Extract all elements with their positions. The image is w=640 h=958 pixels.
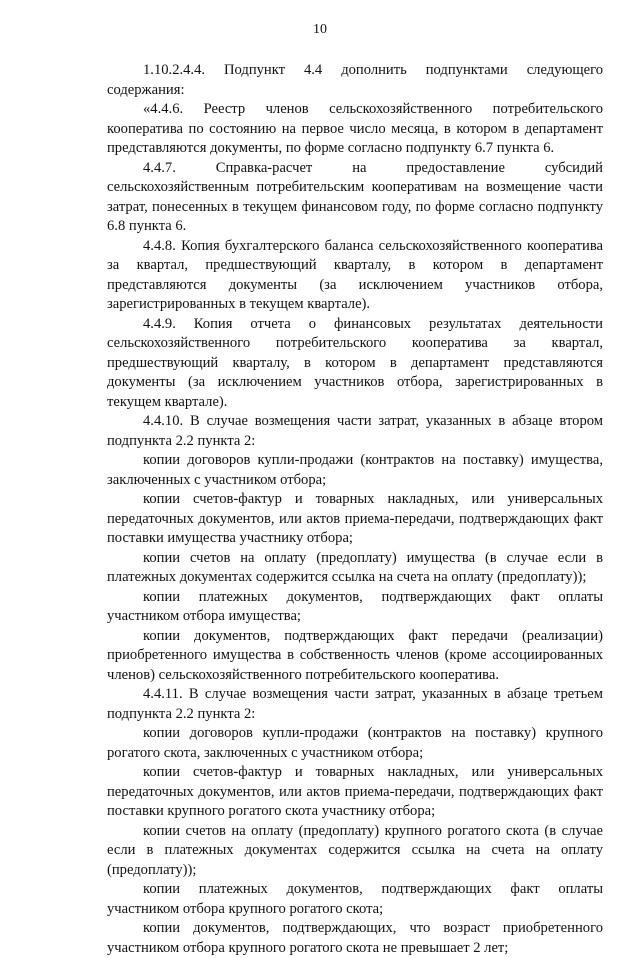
paragraph: копии счетов на оплату (предоплату) имущества (в случае если в платежных документах содержится ссылка на счета на оплату (предоплату));	[107, 549, 603, 585]
paragraph: 4.4.9. Копия отчета о финансовых результатах деятельности сельскохозяйственного потребительского кооператива за квартал, предшествующий кварталу, в котором в департамент представляются документы (за исключением участников отбора, зарегистрированных в текущем квартале).	[107, 315, 603, 410]
paragraph: копии документов, подтверждающих факт передачи (реализации) приобретенного имущества в собственность членов (кроме ассоциированных членов) сельскохозяйственного потребительского кооператива.	[107, 627, 603, 683]
paragraph: 4.4.10. В случае возмещения части затрат, указанных в абзаце втором подпункта 2.2 пункта 2:	[107, 413, 603, 449]
paragraph: копии счетов-фактур и товарных накладных, или универсальных передаточных документов, или актов приема-передачи, подтверждающих факт поставки имущества участнику отбора;	[107, 491, 603, 546]
paragraph: «4.4.6. Реестр членов сельскохозяйственного потребительского кооператива по состоянию на первое число месяца, в котором в департамент представляются документы, по форме согласно подпункту 6.7 пункта 6.	[107, 101, 603, 156]
page-number: 10	[313, 22, 327, 37]
paragraph: копии счетов на оплату (предоплату) крупного рогатого скота (в случае если в платежных документах содержится ссылка на счета на оплату (предоплату));	[107, 822, 603, 878]
paragraph: копии платежных документов, подтверждающих факт оплаты участником отбора имущества;	[107, 588, 603, 624]
paragraph: копии счетов-фактур и товарных накладных, или универсальных передаточных документов, или актов приема-передачи, подтверждающих факт поставки крупного рогатого скота участнику отбора;	[107, 764, 603, 819]
paragraph: 4.4.8. Копия бухгалтерского баланса сельскохозяйственного кооператива за квартал, предшествующий кварталу, в котором в департамент представляются документы (за исключением участников отбора, зарегистрированных в текущем квартале).	[107, 237, 603, 312]
document-body	[107, 61, 603, 958]
paragraph: копии договоров купли-продажи (контрактов на поставку) крупного рогатого скота, заключенных с участником отбора;	[107, 725, 603, 761]
paragraph: 4.4.7. Справка-расчет на предоставление субсидий сельскохозяйственным потребительским кооперативам на возмещение части затрат, понесенных в текущем финансовом году, по форме согласно подпункту 6.8 пункта 6.	[107, 159, 603, 234]
paragraph: копии договоров купли-продажи (контрактов на поставку) имущества, заключенных с участником отбора;	[107, 452, 603, 488]
paragraph: копии документов, подтверждающих, что возраст приобретенного участником отбора крупного рогатого скота не превышает 2 лет;	[107, 920, 603, 956]
paragraph: копии платежных документов, подтверждающих факт оплаты участником отбора крупного рогатого скота;	[107, 881, 603, 917]
paragraph: 4.4.11. В случае возмещения части затрат, указанных в абзаце третьем подпункта 2.2 пункта 2:	[107, 686, 603, 722]
paragraph: 1.10.2.4.4. Подпункт 4.4 дополнить подпунктами следующего содержания:	[107, 62, 603, 98]
